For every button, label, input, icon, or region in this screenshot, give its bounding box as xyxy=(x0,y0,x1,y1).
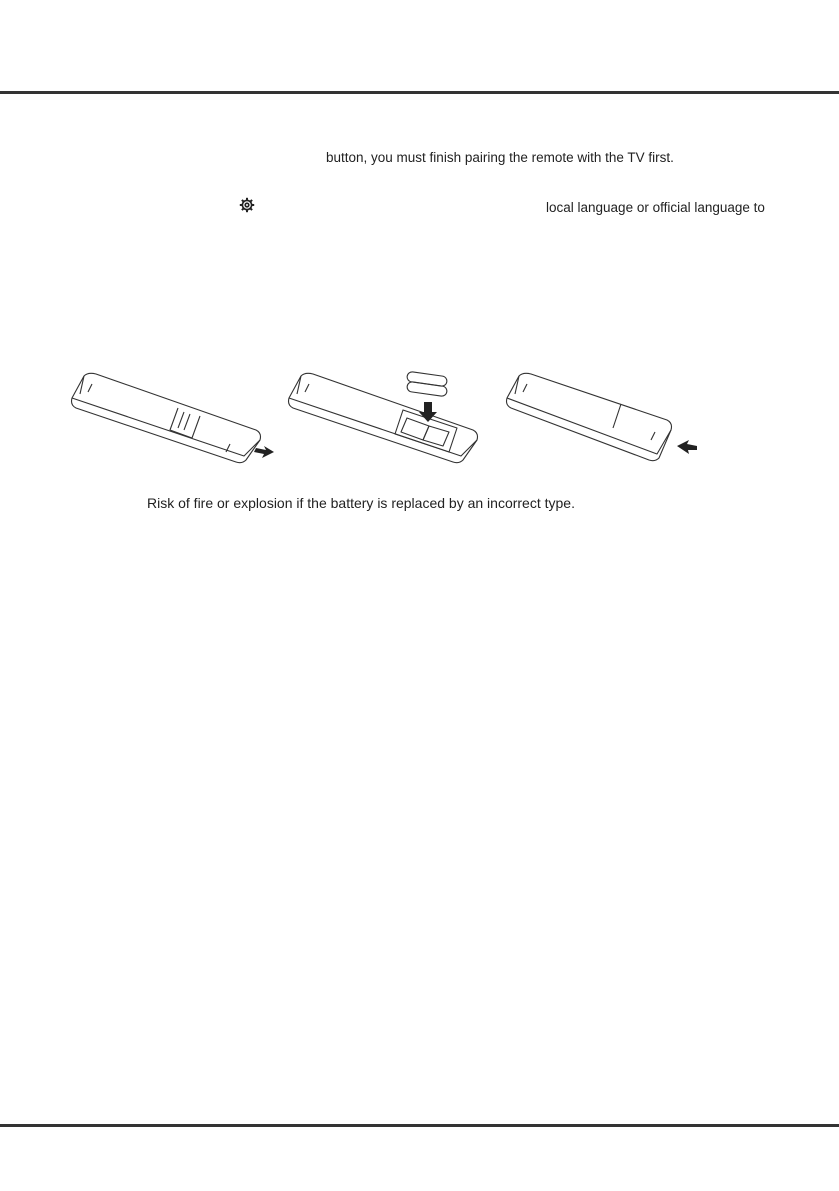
remote-close-cover-illustration xyxy=(501,368,711,468)
remote-insert-batteries-illustration xyxy=(283,368,493,468)
arrow-down-icon xyxy=(419,402,437,422)
gear-icon xyxy=(239,197,255,213)
footer-rule xyxy=(0,1124,839,1127)
header-rule xyxy=(0,91,839,94)
language-note-text: local language or official language to xyxy=(546,200,765,215)
arrow-out-icon xyxy=(254,446,274,458)
battery-warning-text: Risk of fire or explosion if the battery is replaced by an incorrect type. xyxy=(147,495,575,511)
remote-open-cover-illustration xyxy=(66,368,276,468)
arrow-in-icon xyxy=(677,440,697,454)
pairing-note-text: button, you must finish pairing the remote with the TV first. xyxy=(326,150,674,165)
